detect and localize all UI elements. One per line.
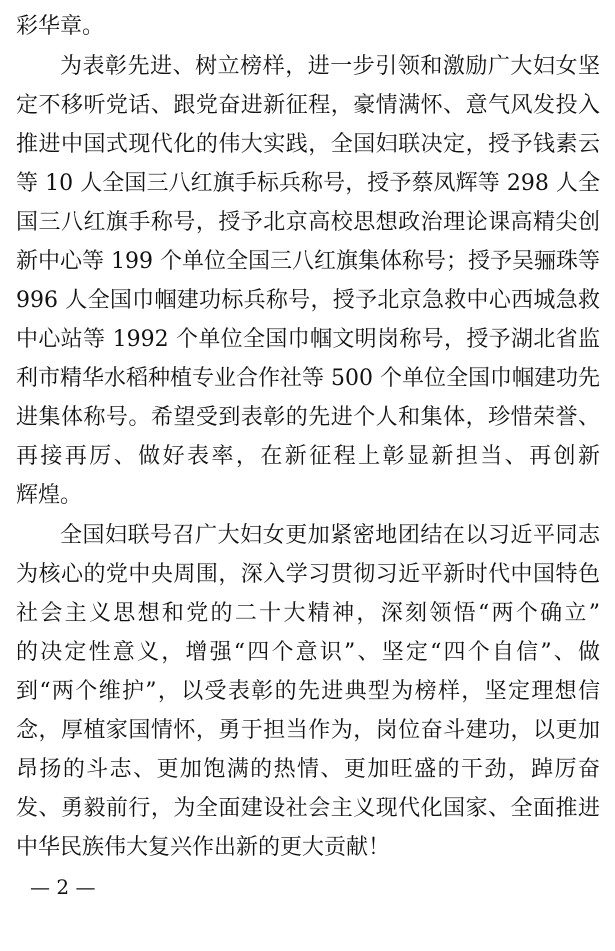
text-line: 再接再厉、做好表率，在新征程上彰显新担当、再创新 bbox=[16, 444, 600, 469]
text-line: 进集体称号。希望受到表彰的先进个人和集体，珍惜荣誉、 bbox=[16, 405, 600, 430]
text-line: 辉煌。 bbox=[16, 483, 83, 508]
text-line: 国三八红旗手称号，授予北京高校思想政治理论课高精尖创 bbox=[16, 210, 600, 235]
text-line: 社会主义思想和党的二十大精神，深刻领悟“两个确立” bbox=[16, 601, 600, 626]
text-line: 中心站等 1992 个单位全国巾帼文明岗称号，授予湖北省监 bbox=[16, 327, 600, 352]
text-line: 定不移听党话、跟党奋进新征程，豪情满怀、意气风发投入 bbox=[16, 93, 600, 118]
text-line: 新中心等 199 个单位全国三八红旗集体称号；授予吴骊珠等 bbox=[16, 249, 600, 274]
text-line: 中华民族伟大复兴作出新的更大贡献！ bbox=[16, 835, 391, 860]
text-line: 利市精华水稻种植专业合作社等 500 个单位全国巾帼建功先 bbox=[16, 366, 600, 391]
text-line: 996 人全国巾帼建功标兵称号，授予北京急救中心西城急救 bbox=[16, 288, 600, 313]
text-line: 全国妇联号召广大妇女更加紧密地团结在以习近平同志 bbox=[60, 523, 600, 548]
text-line: 发、勇毅前行，为全面建设社会主义现代化国家、全面推进 bbox=[16, 796, 600, 821]
text-line: 彩华章。 bbox=[16, 14, 105, 39]
text-line: 等 10 人全国三八红旗手标兵称号，授予蔡凤辉等 298 人全 bbox=[16, 171, 600, 196]
text-line: 为核心的党中央周围，深入学习贯彻习近平新时代中国特色 bbox=[16, 562, 600, 587]
page-number: — 2 — bbox=[30, 875, 96, 899]
text-line: 念，厚植家国情怀，勇于担当作为，岗位奋斗建功，以更加 bbox=[16, 718, 600, 743]
text-line: 为表彰先进、树立榜样，进一步引领和激励广大妇女坚 bbox=[60, 54, 600, 79]
text-line: 昂扬的斗志、更加饱满的热情、更加旺盛的干劲，踔厉奋 bbox=[16, 757, 600, 782]
text-line: 的决定性意义，增强“四个意识”、坚定“四个自信”、做 bbox=[16, 640, 600, 665]
text-line: 到“两个维护”，以受表彰的先进典型为榜样，坚定理想信 bbox=[16, 679, 600, 704]
text-line: 推进中国式现代化的伟大实践，全国妇联决定，授予钱素云 bbox=[16, 132, 600, 157]
